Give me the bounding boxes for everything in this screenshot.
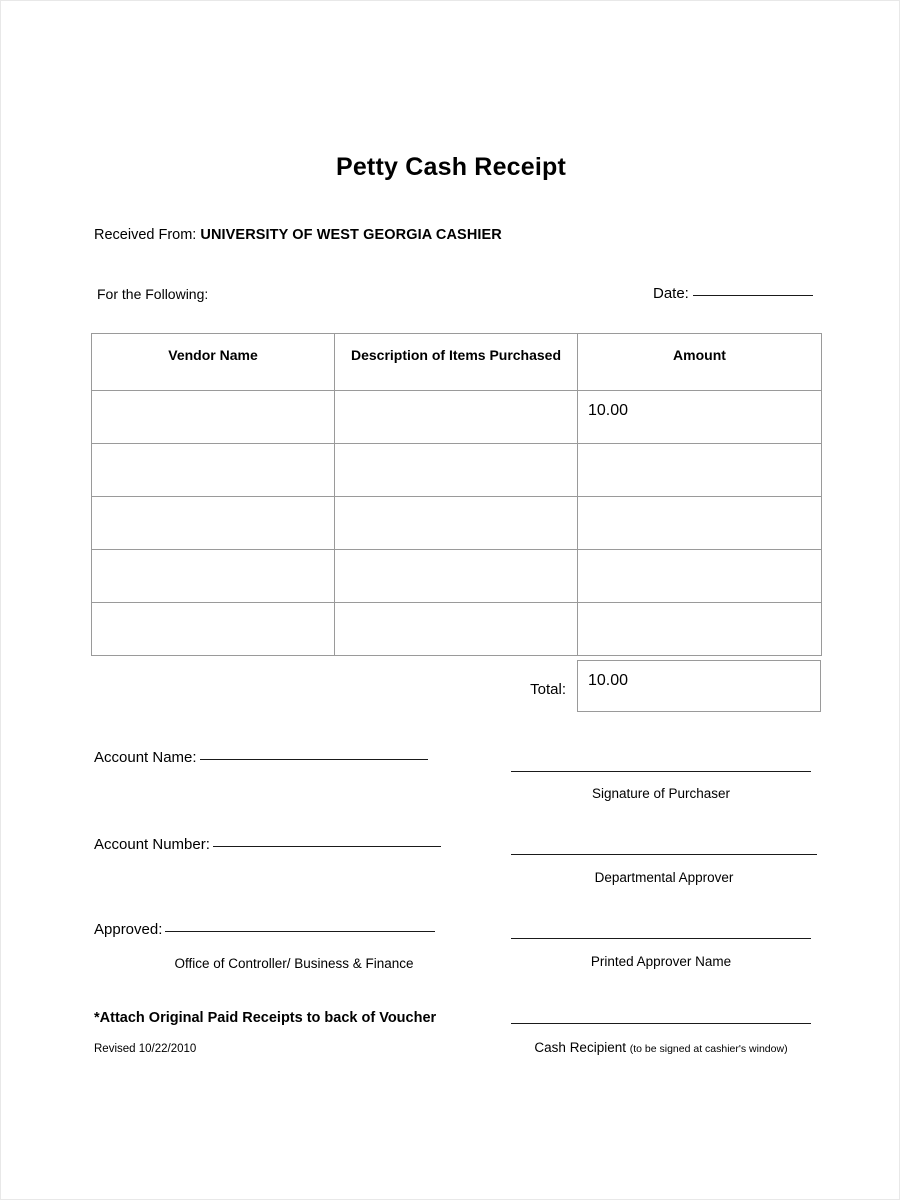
cell-description[interactable] <box>335 550 578 603</box>
cell-amount[interactable] <box>578 550 822 603</box>
cell-description[interactable] <box>335 497 578 550</box>
signature-of-purchaser-caption: Signature of Purchaser <box>591 786 731 801</box>
column-header-vendor-name: Vendor Name <box>92 334 335 391</box>
approved-blank-rule[interactable] <box>165 931 435 932</box>
total-row <box>91 660 821 712</box>
table-row <box>92 550 822 603</box>
printed-approver-name-line[interactable] <box>511 938 811 939</box>
total-value[interactable]: 10.00 <box>577 660 821 712</box>
cell-vendor-name[interactable] <box>92 497 335 550</box>
column-header-amount: Amount <box>578 334 822 391</box>
date-field[interactable] <box>653 285 813 302</box>
cell-amount[interactable] <box>578 444 822 497</box>
account-name-blank-rule[interactable] <box>200 759 428 760</box>
cash-recipient-label: Cash Recipient <box>534 1040 626 1055</box>
cell-vendor-name[interactable] <box>92 444 335 497</box>
table-row <box>92 444 822 497</box>
cell-amount[interactable] <box>578 603 822 656</box>
received-from-row <box>94 227 502 243</box>
printed-approver-name-caption: Printed Approver Name <box>590 954 732 969</box>
items-table <box>91 333 822 656</box>
table-row <box>92 391 822 444</box>
date-label: Date: <box>653 285 689 302</box>
cell-description[interactable] <box>335 391 578 444</box>
controller-caption: Office of Controller/ Business & Finance <box>174 956 414 971</box>
table-row <box>92 497 822 550</box>
page-title: Petty Cash Receipt <box>335 153 567 181</box>
departmental-approver-caption: Departmental Approver <box>594 870 734 885</box>
cell-amount[interactable] <box>578 497 822 550</box>
for-the-following-label: For the Following: <box>97 286 209 302</box>
account-name-label: Account Name: <box>94 749 197 766</box>
attach-receipts-note: *Attach Original Paid Receipts to back of Voucher <box>94 1010 437 1026</box>
table-header-row <box>92 334 822 391</box>
cash-recipient-line[interactable] <box>511 1023 811 1024</box>
signature-of-purchaser-line[interactable] <box>511 771 811 772</box>
cash-recipient-caption <box>511 1040 811 1055</box>
cell-vendor-name[interactable] <box>92 603 335 656</box>
cash-recipient-note: (to be signed at cashier's window) <box>629 1043 788 1055</box>
cell-vendor-name[interactable] <box>92 391 335 444</box>
account-name-field[interactable] <box>94 749 428 766</box>
date-blank-rule[interactable] <box>693 295 813 296</box>
table-row <box>92 603 822 656</box>
approved-label: Approved: <box>94 921 163 938</box>
received-from-label: Received From: <box>94 227 197 243</box>
departmental-approver-line[interactable] <box>511 854 817 855</box>
total-label: Total: <box>530 681 566 698</box>
cell-description[interactable] <box>335 444 578 497</box>
received-from-value: UNIVERSITY OF WEST GEORGIA CASHIER <box>200 227 502 243</box>
account-number-field[interactable] <box>94 836 441 853</box>
cell-vendor-name[interactable] <box>92 550 335 603</box>
cell-amount[interactable]: 10.00 <box>578 391 822 444</box>
approved-field[interactable] <box>94 921 435 938</box>
account-number-label: Account Number: <box>94 836 210 853</box>
revised-date: Revised 10/22/2010 <box>94 1043 197 1055</box>
cell-description[interactable] <box>335 603 578 656</box>
account-number-blank-rule[interactable] <box>213 846 441 847</box>
column-header-description: Description of Items Purchased <box>335 334 578 391</box>
